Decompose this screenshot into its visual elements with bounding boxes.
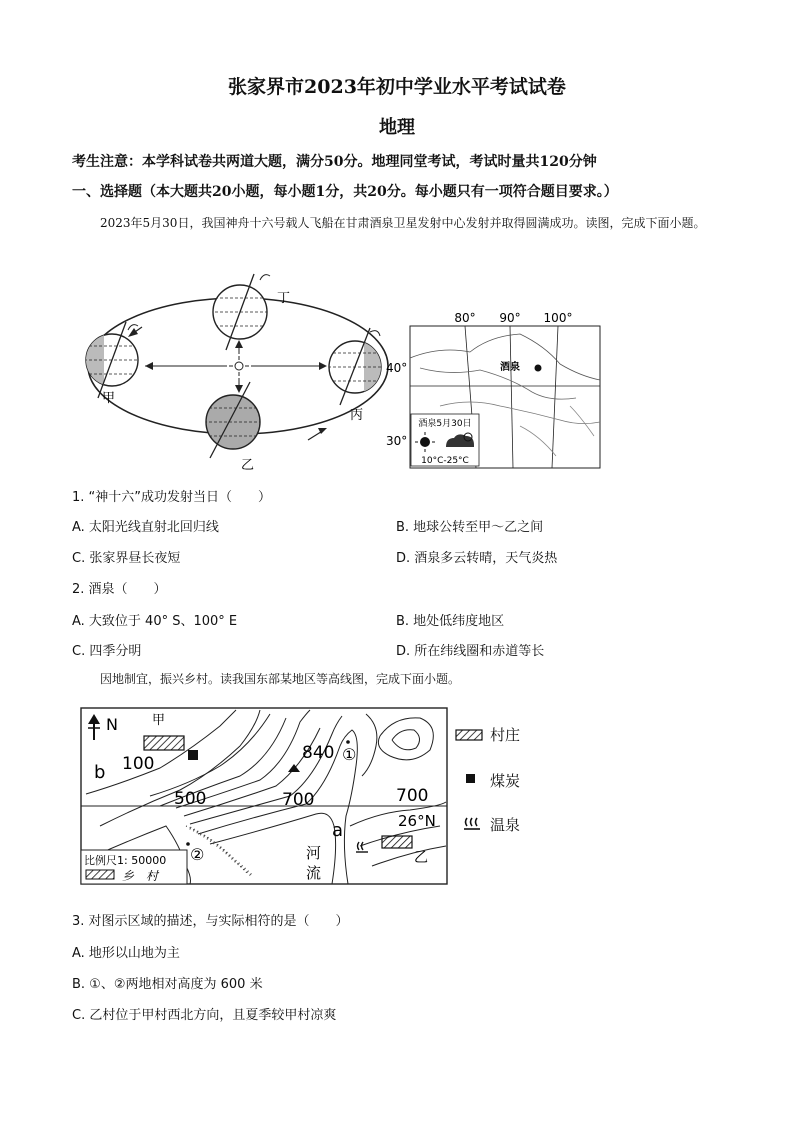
lon-label-90: 90° bbox=[499, 311, 521, 325]
lat-label-30: 30° bbox=[386, 434, 408, 448]
legend-village-symbol bbox=[454, 724, 484, 744]
q2-option-a: A. 大致位于 40° S、100° E bbox=[72, 614, 238, 629]
q3-option-a: A. 地形以山地为主 bbox=[72, 946, 180, 961]
q3-option-c: C. 乙村位于甲村西北方向，且夏季较甲村凉爽 bbox=[72, 1008, 337, 1023]
scale-village-symbol bbox=[86, 870, 114, 879]
contour-label-500: 500 bbox=[174, 789, 207, 809]
scale-village-label: 乡 村 bbox=[122, 869, 159, 883]
legend-coal-label: 煤炭 bbox=[490, 772, 521, 790]
contour-label-100: 100 bbox=[122, 754, 155, 774]
exam-notice: 考生注意：本学科试卷共两道大题，满分50分。地理同堂考试，考试时量共120分钟 bbox=[72, 154, 597, 170]
latitude-26n-label: 26°N bbox=[398, 812, 436, 830]
peak-label: 840 bbox=[302, 743, 335, 763]
jiuquan-map bbox=[380, 306, 608, 470]
label-bing: 丙 bbox=[350, 408, 364, 423]
lon-label-80: 80° bbox=[454, 311, 476, 325]
exam-title: 张家界市2023年初中学业水平考试试卷 bbox=[228, 76, 566, 98]
q1-option-c: C. 张家界昼长夜短 bbox=[72, 551, 181, 566]
point-a-label: a bbox=[332, 820, 344, 841]
north-label: N bbox=[106, 715, 118, 734]
village-jia-label: 甲 bbox=[152, 713, 166, 728]
question-1-stem: 1. “神十六”成功发射当日（ ） bbox=[72, 490, 272, 505]
river-label-2: 流 bbox=[306, 864, 322, 882]
scale-text: 比例尺1: 50000 bbox=[84, 854, 167, 867]
intro-2-text: 因地制宜，振兴乡村。读我国东部某地区等高线图，完成下面小题。 bbox=[100, 672, 461, 686]
jiuquan-label: 酒泉 bbox=[500, 362, 520, 373]
label-yi: 乙 bbox=[241, 458, 255, 473]
q1-option-a: A. 太阳光线直射北回归线 bbox=[72, 520, 219, 535]
label-jia: 甲 bbox=[102, 391, 116, 406]
question-3-stem: 3. 对图示区域的描述，与实际相符的是（ ） bbox=[72, 914, 349, 929]
circle-2-label: ② bbox=[190, 845, 205, 864]
intro-paragraph-2 bbox=[72, 664, 722, 694]
lon-label-100: 100° bbox=[543, 311, 573, 325]
section-heading: 一、选择题（本大题共20小题，每小题1分，共20分。每小题只有一项符合题目要求。） bbox=[72, 184, 618, 200]
village-yi-symbol bbox=[382, 836, 412, 848]
river-label-1: 河 bbox=[306, 844, 322, 862]
earth-yi bbox=[204, 382, 262, 458]
q1-option-d: D. 酒泉多云转晴，天气炎热 bbox=[396, 551, 558, 566]
exam-subject: 地理 bbox=[379, 117, 415, 138]
label-ding: 丁 bbox=[277, 291, 291, 306]
contour-label-700-east: 700 bbox=[396, 786, 429, 806]
circle-1-label: ① bbox=[342, 745, 357, 764]
sun-icon bbox=[229, 356, 249, 376]
lat-label-40: 40° bbox=[386, 361, 408, 375]
weather-title: 酒泉5月30日 bbox=[418, 419, 472, 429]
earth-orbit-diagram bbox=[80, 262, 402, 482]
intro-paragraph-1 bbox=[72, 208, 722, 238]
coal-symbol bbox=[188, 750, 198, 760]
q2-option-c: C. 四季分明 bbox=[72, 644, 142, 659]
question-2-stem: 2. 酒泉（ ） bbox=[72, 582, 167, 597]
legend-hot-spring-label: 温泉 bbox=[490, 816, 521, 834]
earth-ding bbox=[210, 274, 270, 350]
point-b-label: b bbox=[94, 762, 106, 783]
q1-option-b: B. 地球公转至甲～乙之间 bbox=[396, 520, 544, 535]
weather-temp: 10°C-25°C bbox=[421, 456, 469, 466]
intro-1-text: 2023年5月30日，我国神舟十六号载人飞船在甘肃酒泉卫星发射中心发射并取得圆满成功。读图，完成下面小题。 bbox=[100, 216, 706, 230]
village-yi-label: 乙 bbox=[414, 850, 428, 866]
q2-option-b: B. 地处低纬度地区 bbox=[396, 614, 505, 629]
legend-village-label: 村庄 bbox=[490, 726, 521, 744]
legend-coal-symbol bbox=[466, 774, 475, 783]
q2-option-d: D. 所在纬线圈和赤道等长 bbox=[396, 644, 545, 659]
contour-label-700-west: 700 bbox=[282, 790, 315, 810]
jiuquan-point bbox=[535, 365, 542, 372]
village-jia-symbol bbox=[144, 736, 184, 750]
hot-spring-legend-icon bbox=[462, 814, 482, 834]
q3-option-b: B. ①、②两地相对高度为 600 米 bbox=[72, 977, 263, 992]
